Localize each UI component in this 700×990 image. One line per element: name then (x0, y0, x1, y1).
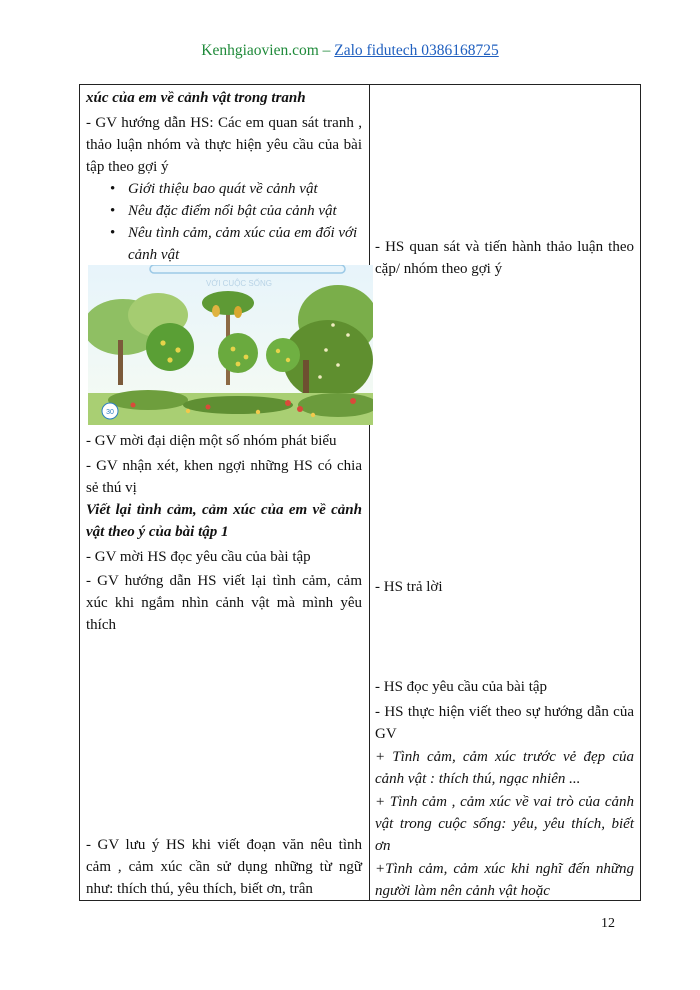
header-zalo-link[interactable]: Zalo fidutech 0386168725 (334, 42, 499, 59)
lesson-table (79, 84, 641, 901)
student-answer: - HS trả lời (375, 579, 443, 595)
feeling-role-item: + Tình cảm , cảm xúc về vai trò của cảnh vật trong cuộc sống: yêu, yêu thích, biết ơn (375, 794, 634, 854)
feeling-people-item: +Tình cảm, cảm xúc khi nghĩ đến những người làm nên cảnh vật hoặc (375, 861, 634, 899)
student-read-requirement: - HS đọc yêu cầu của bài tập (375, 679, 548, 695)
bullet-item: • Giới thiệu bao quát về cảnh vật (86, 178, 362, 200)
student-write: - HS thực hiện viết theo sự hướng dẫn của GV (375, 704, 634, 742)
teacher-guide-write: - GV hướng dẫn HS viết lại tình cảm, cảm xúc khi ngắm nhìn cảnh vật mà mình yêu thích (86, 573, 362, 633)
teacher-note-vocabulary: - GV lưu ý HS khi viết đoạn văn nêu tình cảm , cảm xúc cần sử dụng những từ ngữ như: thích thú, yêu thích, biết ơn, trân (86, 837, 362, 897)
feeling-beauty-item: + Tình cảm, cảm xúc trước vẻ đẹp của cảnh vật : thích thú, ngạc nhiên ... (375, 749, 634, 787)
column-divider (369, 85, 370, 900)
teacher-instruction-observe: - GV hướng dẫn HS: Các em quan sát tranh , thảo luận nhóm và thực hiện yêu cầu của bài tập theo gợi ý (86, 115, 362, 175)
bullet-item: • Nêu đặc điểm nổi bật của cảnh vật (86, 200, 362, 222)
garden-trees-picture (88, 265, 373, 425)
teacher-praise: - GV nhận xét, khen ngợi những HS có chia sẻ thú vị (86, 458, 362, 496)
student-observe-discuss: - HS quan sát và tiến hành thảo luận theo cặp/ nhóm theo gợi ý (375, 239, 634, 277)
header-separator: – (318, 42, 335, 59)
landscape-illustration (88, 265, 373, 425)
header-site[interactable]: Kenhgiaovien.com (201, 42, 319, 59)
teacher-invite-read: - GV mời HS đọc yêu cầu của bài tập (86, 549, 311, 565)
page-number: 12 (601, 916, 615, 931)
illustration-banner-text: VỚI CUỘC SỐNG (206, 279, 272, 288)
section-heading-feelings: xúc của em về cảnh vật trong tranh (86, 90, 306, 106)
section-heading-write: Viết lại tình cảm, cảm xúc của em về cảnh vật theo ý của bài tập 1 (86, 502, 362, 540)
bullet-item: • Nêu tình cảm, cảm xúc của em đối với cảnh vật (86, 222, 362, 266)
teacher-invite-groups: - GV mời đại diện một số nhóm phát biểu (86, 433, 337, 449)
illustration-page-number: 30 (106, 409, 114, 416)
guidance-bullet-list (86, 178, 362, 266)
page-header (0, 42, 700, 60)
